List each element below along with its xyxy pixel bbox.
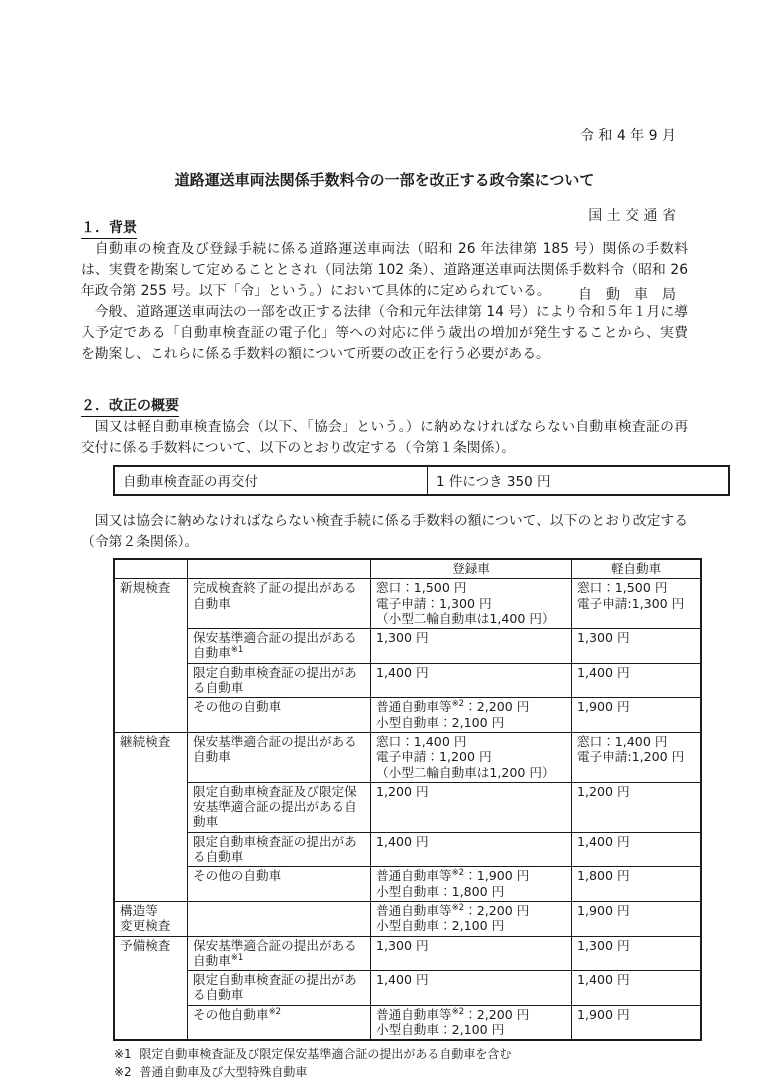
subcategory-cell: 保安基準適合証の提出がある自動車 (188, 732, 371, 782)
footnote-marker: ※2 (451, 1006, 465, 1017)
subcategory-cell: 限定自動車検査証の提出がある自動車 (188, 663, 371, 698)
fee-table-row (114, 832, 701, 867)
reissue-fee-cell: 1 件につき 350 円 (428, 466, 730, 495)
subcategory-cell: 限定自動車検査証の提出がある自動車 (188, 971, 371, 1006)
reissue-fee-table (113, 465, 730, 496)
registered-fee-cell: 1,300 円 (371, 629, 572, 664)
reissue-item-cell: 自動車検査証の再交付 (114, 466, 428, 495)
kei-fee-cell: 1,400 円 (572, 663, 702, 698)
header-kei-cars: 軽自動車 (572, 559, 702, 579)
fee-table-row (114, 901, 701, 936)
fee-table-row (114, 663, 701, 698)
kei-fee-cell: 1,900 円 (572, 1005, 702, 1040)
fee-table-row (114, 629, 701, 664)
section2-intro-2: 国又は協会に納めなければならない検査手続に係る手数料の額について、以下のとおり改定する（令第２条関係）。 (81, 513, 688, 550)
footnote-marker: ※1 (230, 645, 244, 656)
section2-heading: ２．改正の概要 (81, 395, 688, 417)
fee-table-row (114, 936, 701, 971)
fee-table-row (114, 732, 701, 782)
fee-table-body (114, 579, 701, 1041)
document-title: 道路運送車両法関係手数料令の一部を改正する政令案について (174, 171, 595, 189)
kei-fee-cell: 窓口：1,400 円 電子申請:1,200 円 (572, 732, 702, 782)
ministry-line: 国 土 交 通 省 (588, 207, 676, 224)
kei-fee-cell: 1,800 円 (572, 867, 702, 902)
footnotes (114, 1045, 688, 1081)
kei-fee-cell: 窓口：1,500 円 電子申請:1,300 円 (572, 579, 702, 629)
fee-table-header-row (114, 559, 701, 579)
section2-intro-1: 国又は軽自動車検査協会（以下、「協会」という。）に納めなければならない自動車検査証の再交付に係る手数料について、以下のとおり改定する（令第１条関係）。 (81, 419, 688, 456)
section1-paragraph-1: 自動車の検査及び登録手続に係る道路運送車両法（昭和 26 年法律第 185 号）関係の手数料は、実費を勘案して定めることとされ（同法第 102 条）、道路運送車両法関係手数料令（昭和 26 年政令第 255 号。以下「令」という。）において具体的に定められている。 (81, 241, 688, 299)
date-department-block (578, 70, 676, 362)
subcategory-cell: 保安基準適合証の提出がある自動車$^{※1}$ (188, 629, 371, 664)
header-empty-cell-2 (188, 559, 371, 579)
fee-table-row (114, 867, 701, 902)
registered-fee-cell: 1,400 円 (371, 832, 572, 867)
fee-table-row (114, 698, 701, 733)
kei-fee-cell: 1,400 円 (572, 832, 702, 867)
fee-table-row (114, 971, 701, 1006)
fee-table-row (114, 782, 701, 832)
date-line: 令 和 4 年 9 月 (579, 128, 676, 144)
footnote-2: ※2 普通自動車及び大型特殊自動車 (114, 1065, 308, 1080)
registered-fee-cell: 窓口：1,400 円 電子申請：1,200 円 （小型二輪自動車は1,200 円） (371, 732, 572, 782)
subcategory-cell: 限定自動車検査証の提出がある自動車 (188, 832, 371, 867)
header-registered-cars: 登録車 (371, 559, 572, 579)
subcategory-cell (188, 901, 371, 936)
fee-table-row (114, 1005, 701, 1040)
footnote-marker: ※2 (451, 902, 465, 913)
category-cell: 予備検査 (114, 936, 188, 1040)
header-empty-cell-1 (114, 559, 188, 579)
category-cell: 新規検査 (114, 579, 188, 733)
section1-paragraph-2: 今般、道路運送車両法の一部を改正する法律（令和元年法律第 14 号）により令和５年１月に導入予定である「自動車検査証の電子化」等への対応に伴う歳出の増加が発生することから、実費を勘案し、これらに係る手数料の額について所要の改正を行う必要がある。 (81, 304, 688, 362)
category-cell: 継続検査 (114, 732, 188, 901)
kei-fee-cell: 1,900 円 (572, 901, 702, 936)
kei-fee-cell: 1,200 円 (572, 782, 702, 832)
footnote-marker: ※2 (451, 868, 465, 879)
kei-fee-cell: 1,400 円 (572, 971, 702, 1006)
inspection-fee-table (113, 558, 702, 1041)
category-cell: 構造等 変更検査 (114, 901, 188, 936)
footnote-marker: ※2 (451, 699, 465, 710)
footnote-1: ※1 限定自動車検査証及び限定保安基準適合証の提出がある自動車を含む (114, 1047, 512, 1062)
reissue-fee-row (114, 466, 729, 495)
fee-table-row (114, 579, 701, 629)
section1-heading: １．背景 (81, 217, 688, 239)
registered-fee-cell: 普通自動車等$^{※2}$：1,900 円 小型自動車：1,800 円 (371, 867, 572, 902)
kei-fee-cell: 1,300 円 (572, 629, 702, 664)
registered-fee-cell: 1,400 円 (371, 663, 572, 698)
registered-fee-cell: 窓口：1,500 円 電子申請：1,300 円 （小型二輪自動車は1,400 円） (371, 579, 572, 629)
footnote-marker: ※1 (230, 952, 244, 963)
registered-fee-cell: 1,300 円 (371, 936, 572, 971)
registered-fee-cell: 普通自動車等$^{※2}$：2,200 円 小型自動車：2,100 円 (371, 1005, 572, 1040)
kei-fee-cell: 1,900 円 (572, 698, 702, 733)
subcategory-cell: その他自動車$^{※2}$ (188, 1005, 371, 1040)
subcategory-cell: その他の自動車 (188, 867, 371, 902)
subcategory-cell: 保安基準適合証の提出がある自動車$^{※1}$ (188, 936, 371, 971)
registered-fee-cell: 普通自動車等$^{※2}$：2,200 円 小型自動車：2,100 円 (371, 698, 572, 733)
bureau-line: 自 動 車 局 (578, 287, 676, 303)
footnote-marker: ※2 (268, 1006, 282, 1017)
subcategory-cell: 完成検査終了証の提出がある自動車 (188, 579, 371, 629)
registered-fee-cell: 普通自動車等$^{※2}$：2,200 円 小型自動車：2,100 円 (371, 901, 572, 936)
registered-fee-cell: 1,200 円 (371, 782, 572, 832)
registered-fee-cell: 1,400 円 (371, 971, 572, 1006)
subcategory-cell: その他の自動車 (188, 698, 371, 733)
kei-fee-cell: 1,300 円 (572, 936, 702, 971)
subcategory-cell: 限定自動車検査証及び限定保安基準適合証の提出がある自動車 (188, 782, 371, 832)
